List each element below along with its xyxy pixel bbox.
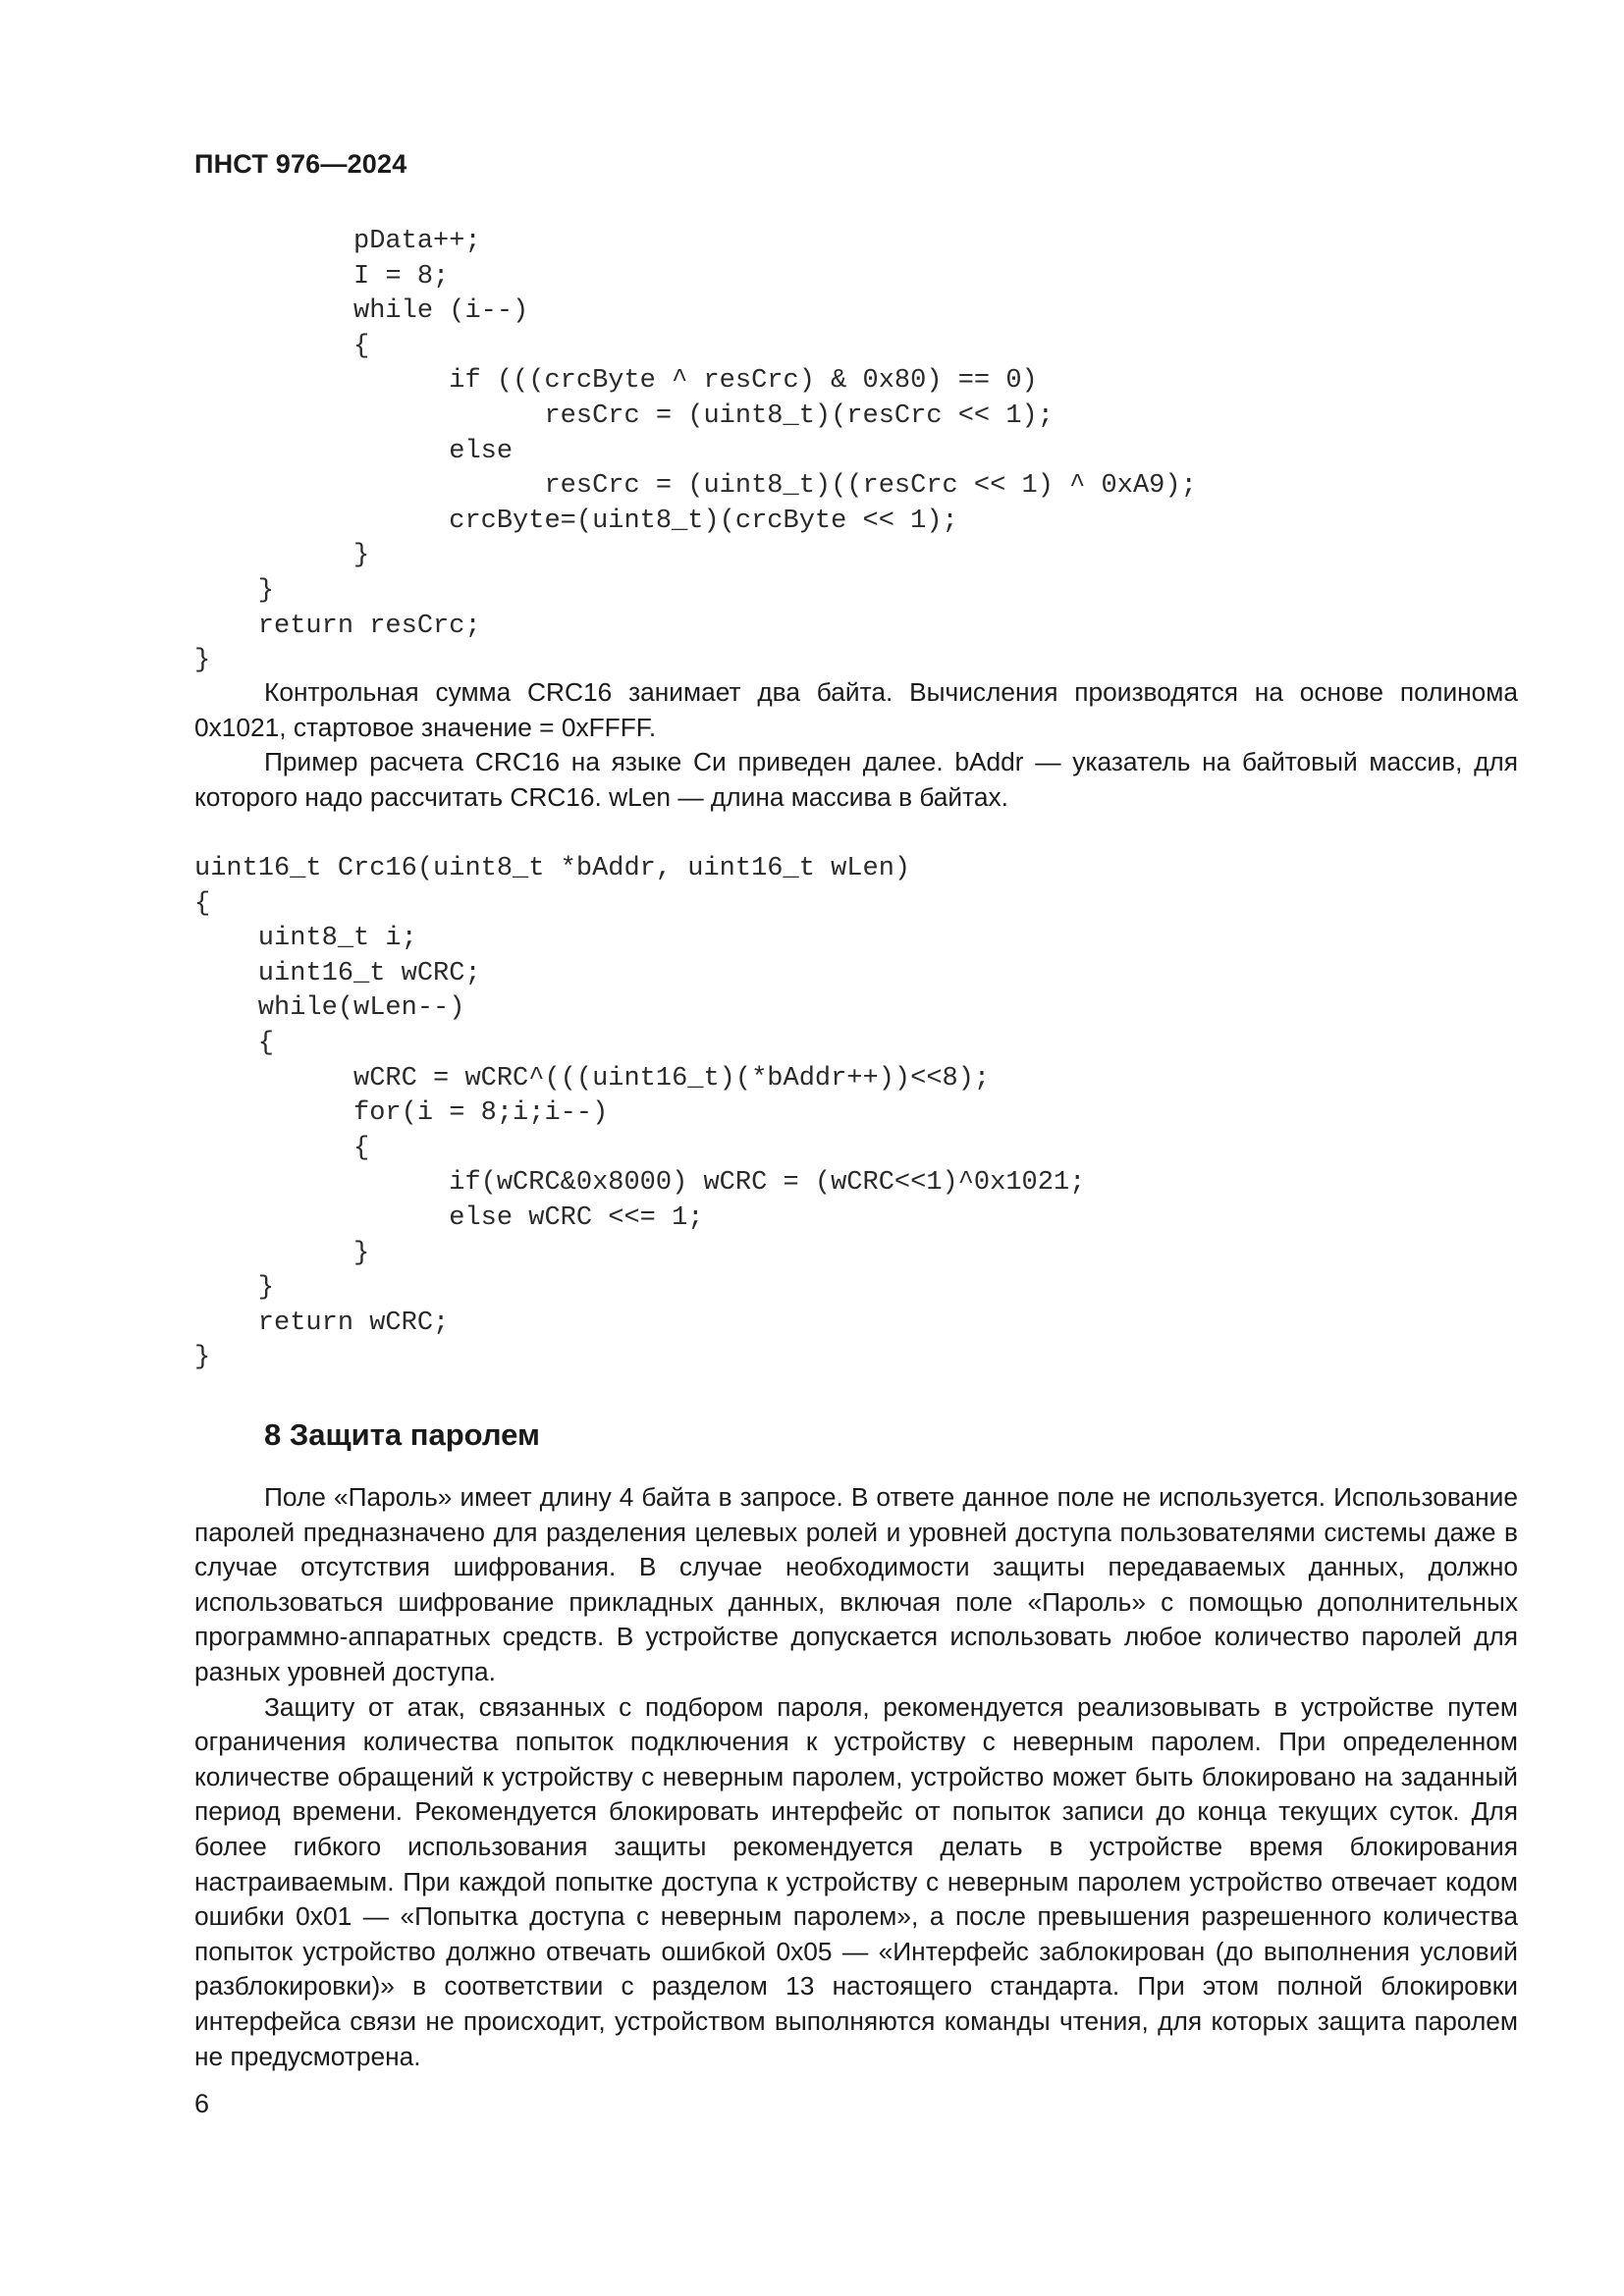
code-line: uint16_t wCRC; <box>194 958 481 988</box>
section-heading: 8 Защита паролем <box>264 1417 540 1452</box>
code-line: resCrc = (uint8_t)((resCrc << 1) ^ 0xA9); <box>194 471 1197 502</box>
code-line: else wCRC <<= 1; <box>194 1202 704 1233</box>
code-line: uint16_t Crc16(uint8_t *bAddr, uint16_t wLen) <box>194 854 911 883</box>
code-line: { <box>194 1133 370 1163</box>
code-block-crc8 <box>194 225 1197 679</box>
code-line: } <box>194 541 370 571</box>
code-line: } <box>194 1343 211 1373</box>
code-line: if (((crcByte ^ resCrc) & 0x80) == 0) <box>194 366 1038 397</box>
page-number: 6 <box>194 2089 210 2118</box>
code-line: { <box>194 888 211 919</box>
code-line: wCRC = wCRC^(((uint16_t)(*bAddr++))<<8); <box>194 1063 991 1094</box>
paragraph-crc16-example: Пример расчета CRC16 на языке Си приведен далее. bAddr — указатель на байтовый массив, для которого надо рассчитать CRC16. wLen — длина массива в байтах. <box>194 747 1518 812</box>
code-line: for(i = 8;i;i--) <box>194 1098 609 1129</box>
code-line: else <box>194 436 514 466</box>
code-line: return resCrc; <box>194 611 481 641</box>
code-line: I = 8; <box>194 261 450 292</box>
code-line: { <box>194 1028 275 1058</box>
code-line: crcByte=(uint8_t)(crcByte << 1); <box>194 506 958 536</box>
paragraph-attack-protection: Защиту от атак, связанных с подбором пароля, рекомендуется реализовывать в устройстве путем ограничения количества попыток подключения к устройству с неверным паролем. При определенном количестве обращений к устройству с неверным паролем, устройство может быть блокировано на заданный период времени. Рекомендуется блокировать интерфейс от попыток записи до конца текущих суток. Для более гибкого использования защиты рекомендуется делать в устройстве время блокирования настраиваемым. При каждой попытке доступа к устройству с неверным паролем устройство отвечает кодом ошибки 0x01 — «Попытка доступа с неверным паролем», а после превышения разрешенного количества попыток устройство должно отвечать ошибкой 0x05 — «Интерфейс заблокирован (до выполнения условий разблокировки)» в соответствии с разделом 13 настоящего стандарта. При этом полной блокировки интерфейса связи не происходит, устройством выполняются команды чтения, для которых защита паролем не предусмотрена. <box>194 1691 1518 2071</box>
document-header: ПНСТ 976—2024 <box>194 149 407 179</box>
code-line: resCrc = (uint8_t)(resCrc << 1); <box>194 400 1054 431</box>
code-line: pData++; <box>194 227 481 256</box>
code-line: return wCRC; <box>194 1308 450 1338</box>
code-line: uint8_t i; <box>194 924 417 954</box>
code-line: } <box>194 575 275 606</box>
code-line: } <box>194 1238 370 1268</box>
paragraph-password-field: Поле «Пароль» имеет длину 4 байта в запросе. В ответе данное поле не используется. Использование паролей предназначено для разделения целевых ролей и уровней доступа пользователями системы даже в случае отсутствия шифрования. В случае необходимости защиты передаваемых данных, должно использоваться шифрование прикладных данных, включая поле «Пароль» с помощью дополнительных программно-аппаратных средств. В устройстве допускается использовать любое количество паролей для разных уровней доступа. <box>194 1482 1518 1686</box>
code-line: } <box>194 1273 275 1304</box>
code-block-crc16 <box>194 852 1085 1376</box>
code-line: while(wLen--) <box>194 993 465 1024</box>
code-line: while (i--) <box>194 296 529 327</box>
crc16-description <box>194 675 1518 815</box>
password-protection-text <box>194 1480 1518 2074</box>
paragraph-crc16-size: Контрольная сумма CRC16 занимает два байта. Вычисления производятся на основе полинома 0x1021, стартовое значение = 0xFFFF. <box>194 677 1518 742</box>
code-line: } <box>194 646 211 676</box>
code-line: { <box>194 331 370 361</box>
code-line: if(wCRC&0x8000) wCRC = (wCRC<<1)^0x1021; <box>194 1168 1086 1199</box>
